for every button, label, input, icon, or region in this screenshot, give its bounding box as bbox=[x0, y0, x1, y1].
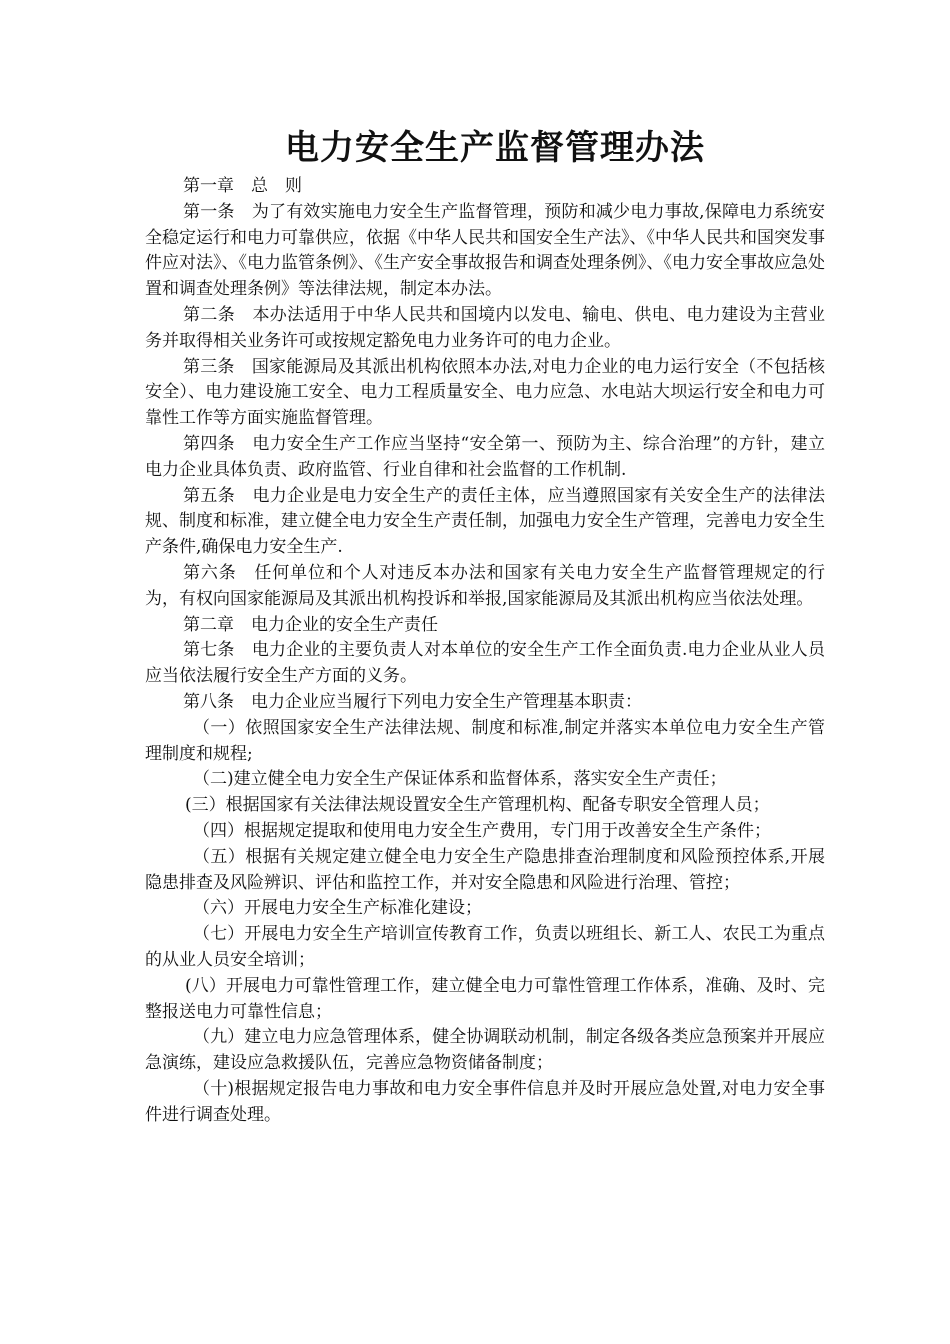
chapter-heading: 第二章 电力企业的安全生产责任 bbox=[183, 614, 438, 635]
article-paragraph: 第二条 本办法适用于中华人民共和国境内以发电、输电、供电、电力建设为主营业务并取得相关业务许可或按规定豁免电力业务许可的电力企业。 bbox=[145, 304, 825, 351]
article-paragraph: 第三条 国家能源局及其派出机构依照本办法,对电力企业的电力运行安全（不包括核安全）、电力建设施工安全、电力工程质量安全、电力应急、水电站大坝运行安全和电力可靠性工作等方面实施监督管理。 bbox=[145, 356, 825, 429]
list-item: （四）根据规定提取和使用电力安全生产费用，专门用于改善安全生产条件； bbox=[193, 820, 771, 841]
list-item: （七）开展电力安全生产培训宣传教育工作，负责以班组长、新工人、农民工为重点的从业人员安全培训； bbox=[145, 924, 825, 970]
article-paragraph: 第六条 任何单位和个人对违反本办法和国家有关电力安全生产监督管理规定的行为，有权向国家能源局及其派出机构投诉和举报,国家能源局及其派出机构应当依法处理。 bbox=[145, 562, 825, 609]
list-item: (三）根据国家有关法律法规设置安全生产管理机构、配备专职安全管理人员； bbox=[185, 795, 770, 816]
list-item: （十)根据规定报告电力事故和电力安全事件信息并及时开展应急处置,对电力安全事件进行调查处理。 bbox=[145, 1078, 825, 1125]
document-body bbox=[145, 174, 825, 1128]
list-item: （二)建立健全电力安全生产保证体系和监督体系，落实安全生产责任； bbox=[193, 769, 727, 790]
list-item: （五）根据有关规定建立健全电力安全生产隐患排查治理制度和风险预控体系,开展隐患排查及风险辨识、评估和监控工作，并对安全隐患和风险进行治理、管控； bbox=[145, 846, 825, 893]
document-title: 电力安全生产监督管理办法 bbox=[285, 128, 705, 168]
chapter-heading: 第一章 总 则 bbox=[183, 176, 302, 196]
article-paragraph: 第一条 为了有效实施电力安全生产监督管理，预防和减少电力事故,保障电力系统安全稳定运行和电力可靠供应，依据《中华人民共和国安全生产法》、《中华人民共和国突发事件应对法》、《电力监管条例》、《生产安全事故报告和调查处理条例》、《电力安全事故应急处置和调查处理条例》等法律法规，制定本办法。 bbox=[145, 201, 825, 300]
list-item: （九）建立电力应急管理体系，健全协调联动机制，制定各级各类应急预案并开展应急演练，建设应急救援队伍，完善应急物资储备制度； bbox=[145, 1027, 825, 1074]
article-paragraph: 第七条 电力企业的主要负责人对本单位的安全生产工作全面负责.电力企业从业人员应当依法履行安全生产方面的义务。 bbox=[145, 640, 825, 687]
list-item: (八）开展电力可靠性管理工作，建立健全电力可靠性管理工作体系，准确、及时、完整报送电力可靠性信息； bbox=[145, 975, 825, 1022]
article-paragraph: 第五条 电力企业是电力安全生产的责任主体，应当遵照国家有关安全生产的法律法规、制度和标准，建立健全电力安全生产责任制，加强电力安全生产管理，完善电力安全生产条件,确保电力安全生产. bbox=[145, 485, 825, 558]
list-item: （六）开展电力安全生产标准化建设； bbox=[193, 898, 482, 919]
list-item: （一）依照国家安全生产法律法规、制度和标准,制定并落实本单位电力安全生产管理制度和规程; bbox=[145, 717, 825, 764]
article-paragraph: 第四条 电力安全生产工作应当坚持“安全第一、预防为主、综合治理”的方针，建立电力企业具体负责、政府监管、行业自律和社会监督的工作机制. bbox=[145, 433, 825, 480]
article-paragraph: 第八条 电力企业应当履行下列电力安全生产管理基本职责： bbox=[183, 691, 642, 712]
